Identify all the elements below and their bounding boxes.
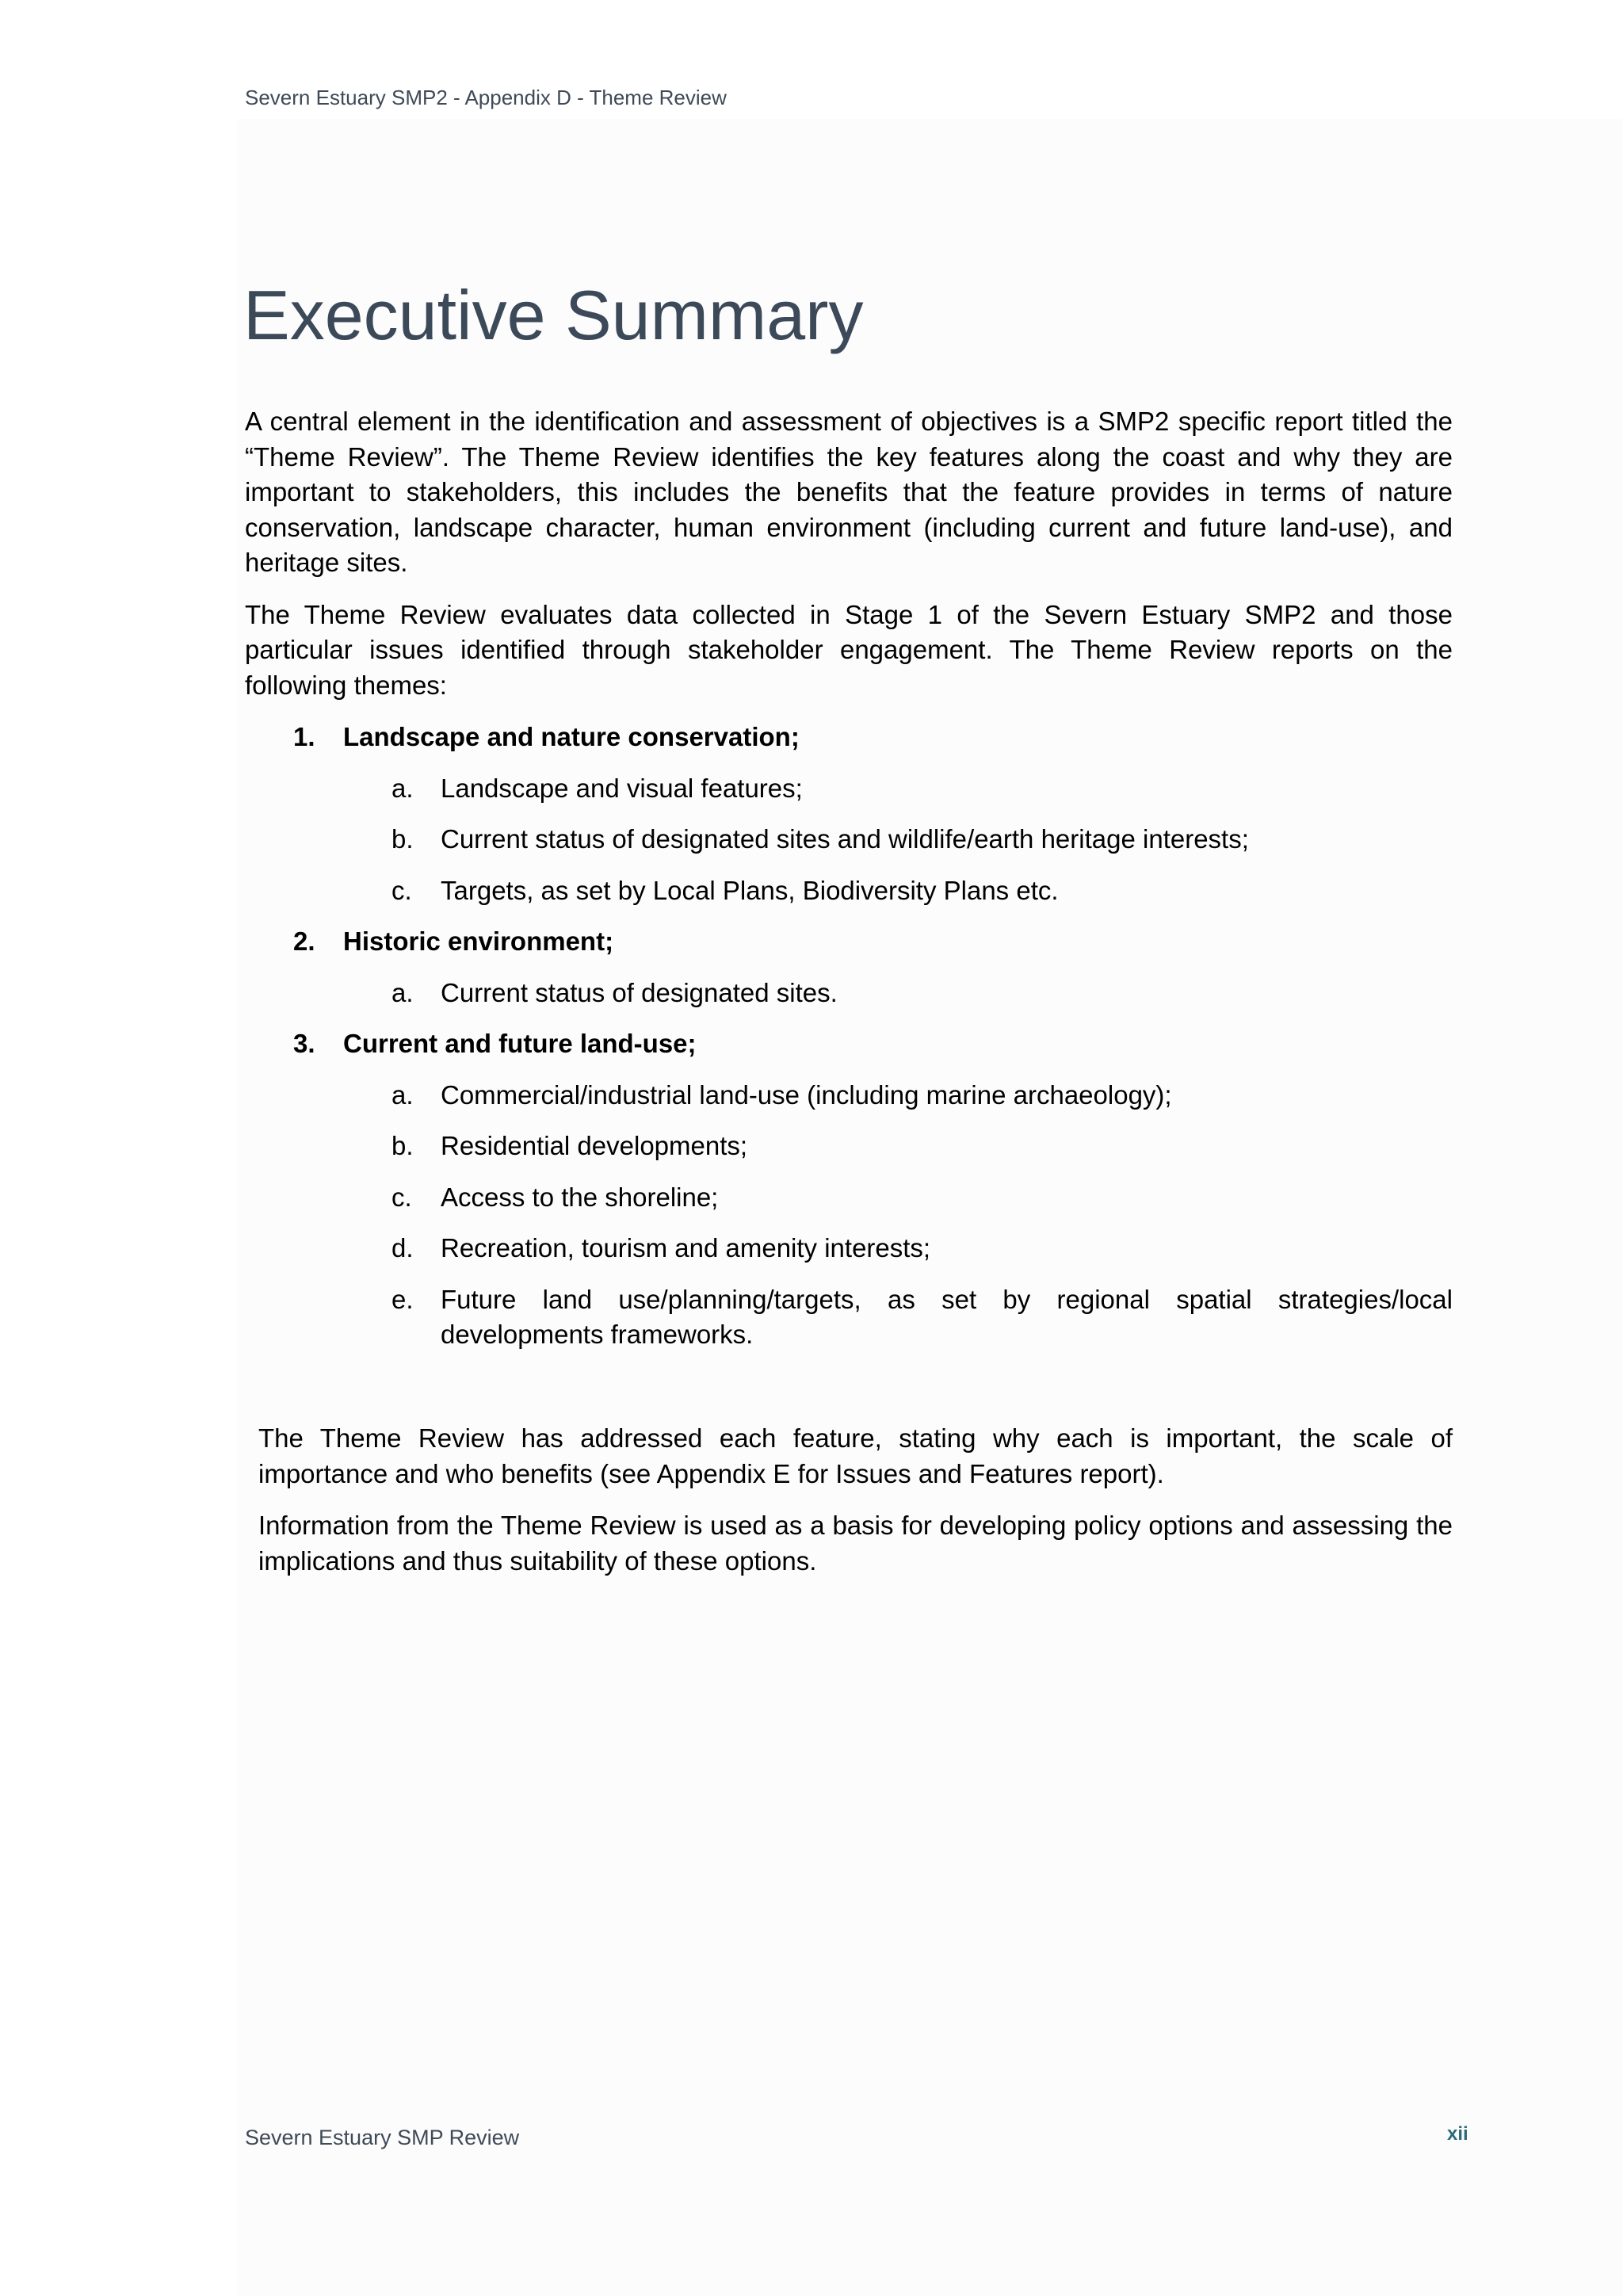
theme-number: 2. xyxy=(293,926,315,956)
theme-item xyxy=(245,873,1453,909)
theme-label: Historic environment; xyxy=(343,926,614,956)
closing-paragraph-1: The Theme Review has addressed each feature, stating why each is important, the scale of importance and who benefits (see Appendix E for Issues and Features report). xyxy=(258,1423,1453,1488)
item-text: Current status of designated sites and wildlife/earth heritage interests; xyxy=(441,824,1249,854)
item-letter: c. xyxy=(391,1182,412,1212)
item-letter: b. xyxy=(391,1131,414,1160)
item-text: Landscape and visual features; xyxy=(441,773,803,803)
item-letter: e. xyxy=(391,1284,414,1314)
page-title: Executive Summary xyxy=(243,276,864,354)
theme-heading-3 xyxy=(245,1026,1453,1062)
footer-title: Severn Estuary SMP Review xyxy=(245,2126,520,2149)
theme-heading-1 xyxy=(245,720,1453,755)
item-letter: d. xyxy=(391,1233,414,1263)
theme-label: Landscape and nature conservation; xyxy=(343,722,800,751)
item-text: Future land use/planning/targets, as set by regional spatial strategies/local developments frameworks. xyxy=(441,1284,1453,1349)
closing-paragraph-2: Information from the Theme Review is used as a basis for developing policy options and assessing the implications and thus suitability of these options. xyxy=(258,1511,1453,1576)
intro-paragraph-2: The Theme Review evaluates data collected in Stage 1 of the Severn Estuary SMP2 and those particular issues identified through stakeholder engagement. The Theme Review reports on the following themes: xyxy=(245,599,1453,700)
theme-label: Current and future land-use; xyxy=(343,1029,697,1058)
item-text: Targets, as set by Local Plans, Biodiversity Plans etc. xyxy=(441,875,1059,905)
item-letter: a. xyxy=(391,773,414,803)
item-text: Current status of designated sites. xyxy=(441,977,838,1007)
main-content xyxy=(245,404,1453,1369)
theme-item xyxy=(245,771,1453,807)
theme-heading-2 xyxy=(245,924,1453,960)
theme-item xyxy=(245,1129,1453,1164)
item-letter: b. xyxy=(391,824,414,854)
theme-number: 3. xyxy=(293,1029,315,1058)
item-letter: c. xyxy=(391,875,412,905)
page-number: xii xyxy=(1447,2123,1468,2145)
theme-item xyxy=(245,1180,1453,1216)
closing-section xyxy=(258,1421,1453,1595)
item-text: Commercial/industrial land-use (including marine archaeology); xyxy=(441,1079,1172,1110)
item-text: Access to the shoreline; xyxy=(441,1182,719,1212)
theme-item xyxy=(245,1231,1453,1266)
theme-item xyxy=(245,822,1453,858)
theme-item xyxy=(245,976,1453,1011)
theme-item xyxy=(245,1282,1453,1353)
intro-paragraph-1: A central element in the identification and assessment of objectives is a SMP2 specific report titled the “Theme Review”. The Theme Review identifies the key features along the coast and why they are important to stakeholders, this includes the benefits that the feature provides in terms of nature conservation, landscape character, human environment (including current and future land-use), and heritage sites. xyxy=(245,407,1453,577)
theme-number: 1. xyxy=(293,722,315,751)
item-text: Recreation, tourism and amenity interests; xyxy=(441,1233,931,1263)
item-letter: a. xyxy=(391,1079,414,1110)
item-letter: a. xyxy=(391,977,414,1007)
running-header: Severn Estuary SMP2 - Appendix D - Theme Review xyxy=(245,86,727,109)
item-text: Residential developments; xyxy=(441,1131,748,1160)
theme-item xyxy=(245,1078,1453,1114)
